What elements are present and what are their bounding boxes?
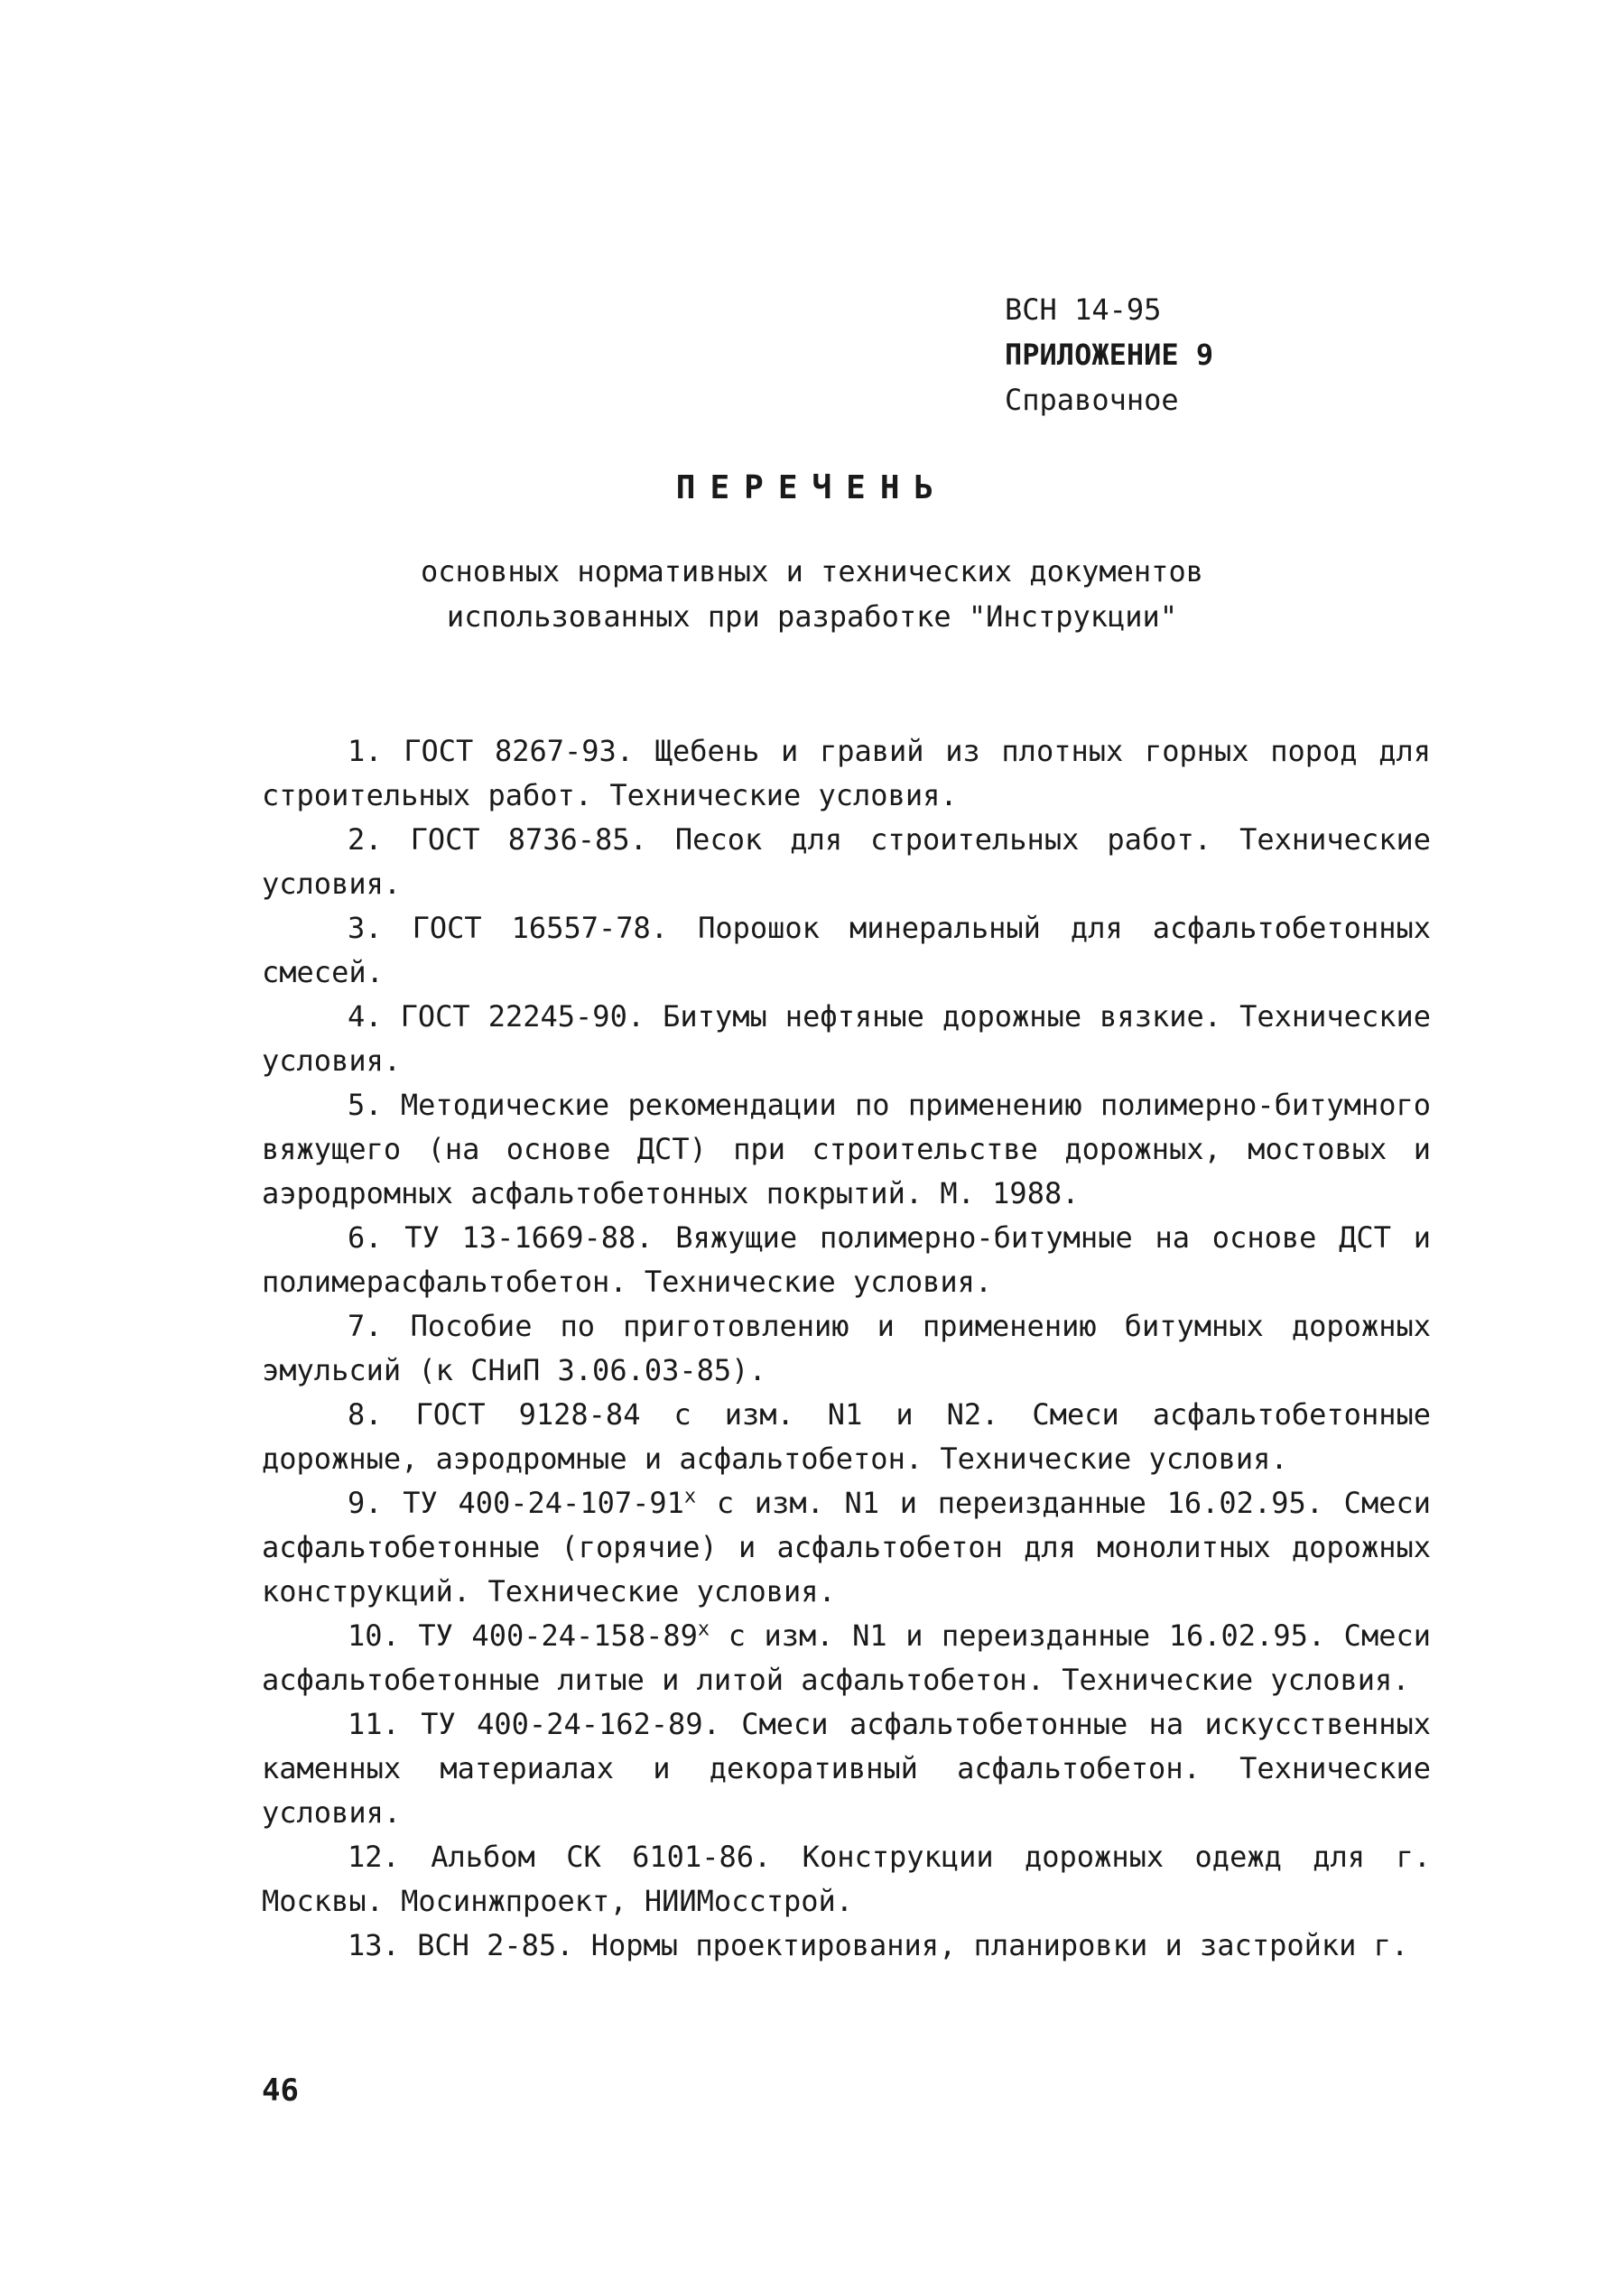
- list-item: 7. Пособие по приготовлению и применению битумных дорожных эмульсий (к СНиП 3.06.03-85).: [262, 1309, 1431, 1387]
- list-item: 2. ГОСТ 8736-85. Песок для строительных работ. Технические условия.: [262, 822, 1431, 901]
- subtitle-line-2: использованных при разработке "Инструкции": [446, 599, 1178, 634]
- header-block: [1005, 287, 1213, 422]
- list-item: 5. Методические рекомендации по применению полимерно-битумного вяжущего (на основе ДСТ) при строительстве дорожных, мостовых и аэродромных асфальтобетонных покрытий. М. 1988.: [262, 1088, 1431, 1210]
- subtitle-line-1: основных нормативных и технических документов: [421, 554, 1203, 589]
- list-item: 11. ТУ 400-24-162-89. Смеси асфальтобетонные на искусственных каменных материалах и декоративный асфальтобетон. Технические условия.: [262, 1707, 1431, 1830]
- list-item: 1. ГОСТ 8267-93. Щебень и гравий из плотных горных пород для строительных работ. Технические условия.: [262, 734, 1431, 812]
- list-item: [262, 1481, 1431, 1614]
- page-subtitle: [0, 549, 1624, 639]
- list-item-text: с изм. N1 и переизданные 16.02.95. Смеси асфальтобетонные литые и литой асфальтобетон. Технические условия.: [262, 1618, 1432, 1697]
- list-item: 6. ТУ 13-1669-88. Вяжущие полимерно-битумные на основе ДСТ и полимерасфальтобетон. Технические условия.: [262, 1220, 1431, 1299]
- reference-note: Справочное: [1005, 383, 1179, 417]
- list-item: 13. ВСН 2-85. Нормы проектирования, планировки и застройки г.: [348, 1928, 1409, 1962]
- appendix-label: ПРИЛОЖЕНИЕ 9: [1005, 338, 1214, 372]
- list-item-text: с изм. N1 и переизданные 16.02.95. Смеси асфальтобетонные (горячие) и асфальтобетон для монолитных дорожных конструкций. Технические условия.: [262, 1486, 1432, 1609]
- list-item: 8. ГОСТ 9128-84 с изм. N1 и N2. Смеси асфальтобетонные дорожные, аэродромные и асфальтобетон. Технические условия.: [262, 1397, 1431, 1476]
- superscript-mark: x: [697, 1618, 710, 1641]
- doc-code: ВСН 14-95: [1005, 292, 1162, 327]
- list-item: 3. ГОСТ 16557-78. Порошок минеральный для асфальтобетонных смесей.: [262, 911, 1431, 989]
- page-number: 46: [262, 2072, 299, 2109]
- document-list: [262, 729, 1431, 1968]
- page-title: ПЕРЕЧЕНЬ: [675, 469, 949, 506]
- list-item: 12. Альбом СК 6101-86. Конструкции дорожных одежд для г. Москвы. Мосинжпроект, НИИМосстрой.: [262, 1840, 1431, 1918]
- list-item-text: 10. ТУ 400-24-158-89: [348, 1618, 698, 1653]
- list-item-text: 9. ТУ 400-24-107-91: [348, 1486, 684, 1520]
- list-item: 4. ГОСТ 22245-90. Битумы нефтяные дорожные вязкие. Технические условия.: [262, 999, 1431, 1078]
- list-item: [262, 1614, 1431, 1702]
- superscript-mark: x: [683, 1485, 697, 1508]
